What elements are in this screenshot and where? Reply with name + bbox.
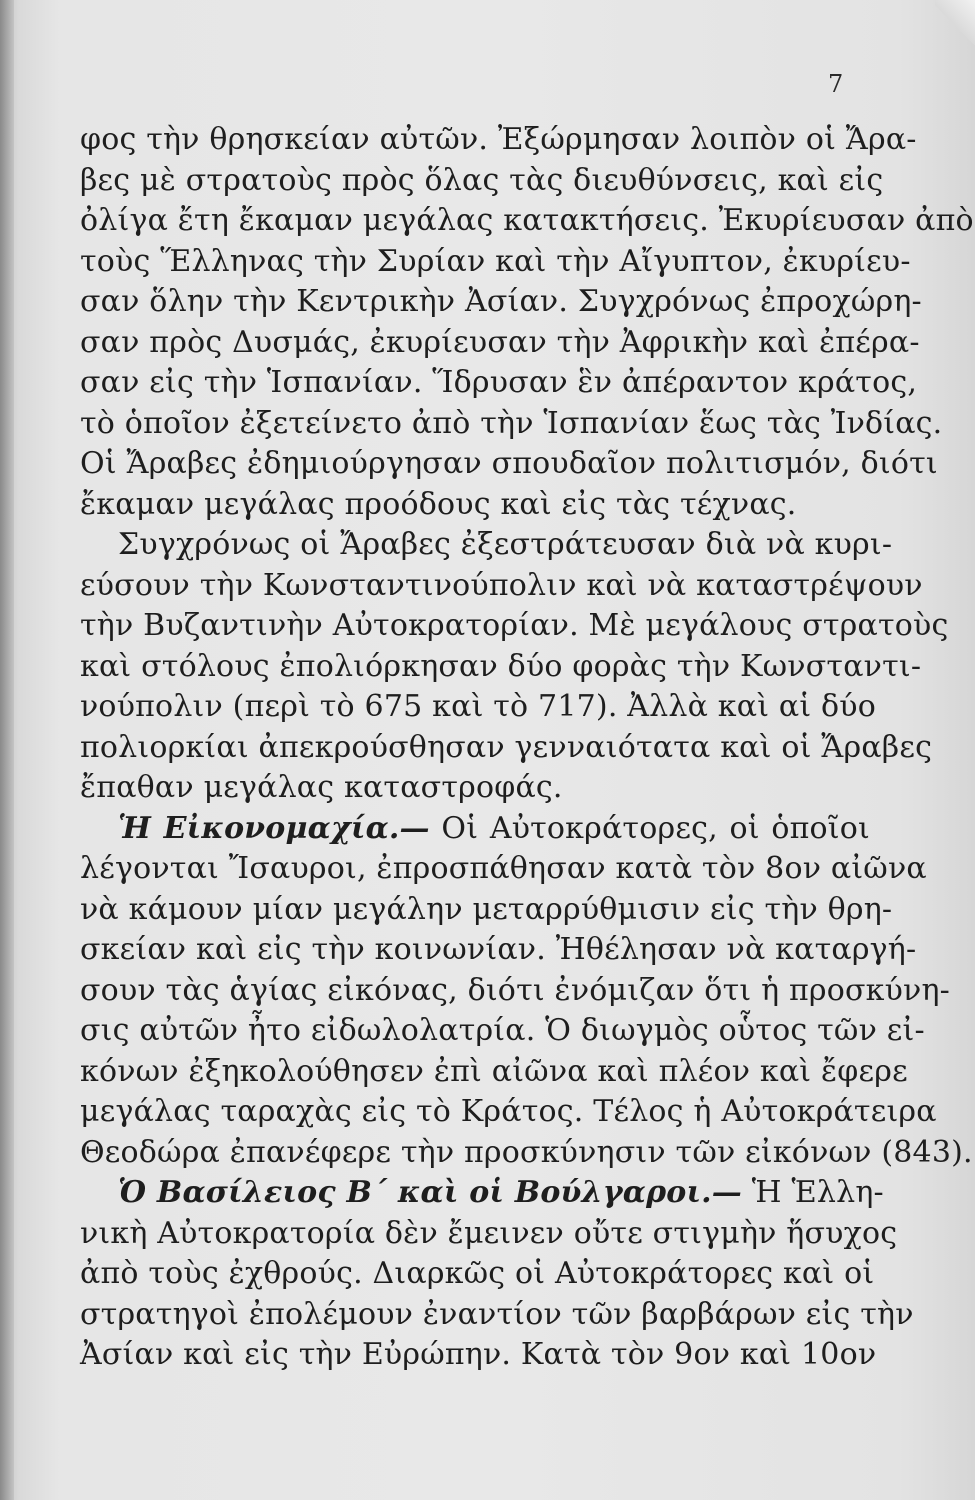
text-line: λέγονται Ἴσαυροι, ἐπροσπάθησαν κατὰ τὸν 8ον αἰῶνα (80, 851, 927, 886)
text-line: σαν εἰς τὴν Ἱσπανίαν. Ἵδρυσαν ἓν ἀπέραντον κράτος, (80, 365, 918, 400)
text-line: Θεοδώρα ἐπανέφερε τὴν προσκύνησιν τῶν εἰκόνων (843). (80, 1134, 973, 1170)
text-line: κόνων ἐξηκολούθησεν ἐπὶ αἰῶνα καὶ πλέον καὶ ἔφερε (80, 1053, 908, 1089)
text-line: σουν τὰς ἁγίας εἰκόνας, διότι ἐνόμιζαν ὅτι ἡ προσκύνη- (80, 972, 951, 1008)
section-heading-iconoclasm: Ἡ Εἰκονομαχία.— (118, 810, 430, 846)
text-line: Ἡ Εἰκονομαχία.— Οἱ Αὐτοκράτορες, οἱ ὁποῖοι (118, 810, 870, 846)
text-line: τὸ ὁποῖον ἐξετείνετο ἀπὸ τὴν Ἱσπανίαν ἕως τὰς Ἰνδίας. (80, 405, 943, 441)
text-line: νικὴ Αὐτοκρατορία δὲν ἔμεινεν οὔτε στιγμὴν ἥσυχος (80, 1215, 898, 1251)
text-line: νὰ κάμουν μίαν μεγάλην μεταρρύθμισιν εἰς τὴν θρη- (80, 891, 893, 927)
text-line: καὶ στόλους ἐπολιόρκησαν δύο φορὰς τὴν Κωνσταντι- (80, 648, 922, 684)
text-line: σαν ὅλην τὴν Κεντρικὴν Ἀσίαν. Συγχρόνως ἐπροχώρη- (80, 284, 922, 319)
section-heading-basil-bulgars: Ὁ Βασίλειος Β΄ καὶ οἱ Βούλγαροι.— (118, 1175, 743, 1210)
text-line: τοὺς Ἕλληνας τὴν Συρίαν καὶ τὴν Αἴγυπτον, ἐκυρίευ- (80, 243, 911, 279)
binding-shadow (0, 0, 14, 1500)
text-line: σαν πρὸς Δυσμάς, ἐκυρίευσαν τὴν Ἀφρικὴν καὶ ἐπέρα- (80, 324, 920, 360)
text-line: Ὁ Βασίλειος Β΄ καὶ οἱ Βούλγαροι.— Ἡ Ἑλλη- (118, 1175, 884, 1210)
text-line: ἔπαθαν μεγάλας καταστροφάς. (80, 770, 563, 805)
text-line: νούπολιν (περὶ τὸ 675 καὶ τὸ 717). Ἀλλὰ καὶ αἱ δύο (80, 689, 877, 724)
text-line: ἔκαμαν μεγάλας προόδους καὶ εἰς τὰς τέχνας. (80, 486, 797, 522)
text-line: Οἱ Ἄραβες ἐδημιούργησαν σπουδαῖον πολιτισμόν, διότι (80, 446, 938, 481)
text-line: σκείαν καὶ εἰς τὴν κοινωνίαν. Ἠθέλησαν νὰ καταργή- (80, 932, 917, 967)
text-line: φος τὴν θρησκείαν αὐτῶν. Ἐξώρμησαν λοιπὸν οἱ Ἄρα- (80, 122, 917, 157)
text-line: πολιορκίαι ἀπεκρούσθησαν γενναιότατα καὶ οἱ Ἄραβες (80, 729, 933, 765)
page-number: 7 (828, 70, 844, 98)
page-corner-fold (935, 0, 975, 60)
text-line: τὴν Βυζαντινὴν Αὐτοκρατορίαν. Μὲ μεγάλους στρατοὺς (80, 608, 949, 643)
text-line: εύσουν τὴν Κωνσταντινούπολιν καὶ νὰ καταστρέψουν (80, 567, 923, 603)
text-line: ὀλίγα ἔτη ἔκαμαν μεγάλας κατακτήσεις. Ἐκυρίευσαν ἀπὸ (80, 203, 974, 238)
text-line: Συγχρόνως οἱ Ἄραβες ἐξεστράτευσαν διὰ νὰ κυρι- (118, 527, 893, 562)
text-line: σις αὐτῶν ἦτο εἰδωλολατρία. Ὁ διωγμὸς οὗτος τῶν εἰ- (80, 1013, 925, 1048)
text-line: Ἀσίαν καὶ εἰς τὴν Εὐρώπην. Κατὰ τὸν 9ον καὶ 10ον (80, 1337, 877, 1372)
body-text (80, 120, 974, 1376)
text-line: ἀπὸ τοὺς ἐχθρούς. Διαρκῶς οἱ Αὐτοκράτορες καὶ οἱ (80, 1256, 875, 1291)
text-line: στρατηγοὶ ἐπολέμουν ἐναντίον τῶν βαρβάρων εἰς τὴν (80, 1296, 914, 1332)
text-line: βες μὲ στρατοὺς πρὸς ὅλας τὰς διευθύνσεις, καὶ εἰς (80, 162, 884, 198)
text-line: μεγάλας ταραχὰς εἰς τὸ Κράτος. Τέλος ἡ Αὐτοκράτειρα (80, 1094, 937, 1129)
